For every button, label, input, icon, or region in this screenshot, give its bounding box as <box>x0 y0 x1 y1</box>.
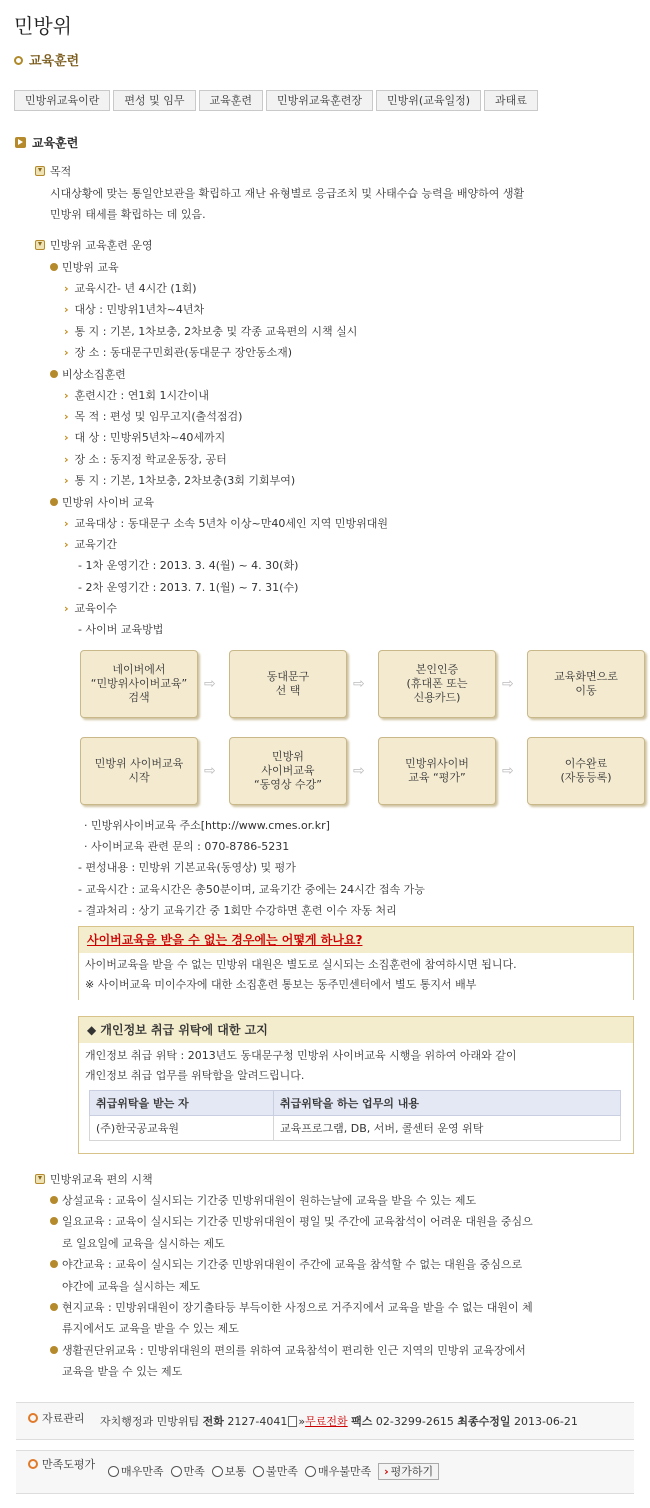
rating-option-dissatisfied[interactable] <box>253 1465 298 1478</box>
list-item-text: 교육시간- 년 4시간 (1회) <box>74 282 197 295</box>
flow-step-evaluation: 민방위사이버 교육 “평가” <box>378 737 496 805</box>
bullet-icon <box>50 263 58 271</box>
chevron-right-icon: › <box>64 282 69 295</box>
satisfaction-label <box>28 1457 95 1473</box>
rating-option-satisfied[interactable] <box>171 1465 205 1478</box>
down-square-icon <box>35 240 45 250</box>
radio-icon[interactable] <box>212 1466 223 1477</box>
bullet-icon <box>50 1217 58 1225</box>
tab-training[interactable]: 교육훈련 <box>199 90 264 111</box>
list-item <box>64 452 227 468</box>
list-item <box>64 601 117 617</box>
faq-line-1: 사이버교육을 받을 수 없는 민방위 대원은 별도로 실시되는 소집훈련에 참여하시면 됩니다. <box>85 958 517 971</box>
list-item-text: 훈련시간 : 연1회 1시간이내 <box>74 389 209 402</box>
list-item-continued: 야간에 교육을 실시하는 제도 <box>62 1280 201 1293</box>
arrow-right-icon: ⇨ <box>353 763 365 779</box>
flow-step-select: 동대문구 선 택 <box>229 650 347 718</box>
operation-title <box>35 238 153 254</box>
privacy-notice-box <box>78 1016 634 1154</box>
satisfaction-label-text: 만족도평가 <box>42 1458 96 1471</box>
satisfaction-options <box>108 1463 439 1480</box>
flow-step-start: 민방위 사이버교육 시작 <box>80 737 198 805</box>
list-item <box>50 1300 533 1316</box>
tab-bar <box>14 90 538 111</box>
list-item <box>64 324 357 340</box>
list-item-text: 장 소 : 동대문구민회관(동대문구 장안동소재) <box>74 346 293 359</box>
purpose-title-text: 목적 <box>50 165 72 178</box>
bullet-icon <box>50 1303 58 1311</box>
list-item <box>50 1193 476 1209</box>
note-result: - 결과처리 : 상기 교육기간 중 1회만 수강하면 훈련 이수 자동 처리 <box>78 904 397 917</box>
fax-label: 팩스 <box>351 1415 373 1428</box>
tab-penalty[interactable]: 과태료 <box>484 90 538 111</box>
emergency-title <box>50 367 126 383</box>
emergency-title-text: 비상소집훈련 <box>62 368 126 381</box>
list-item-text: 장 소 : 동지정 학교운동장, 공터 <box>74 453 227 466</box>
rating-label: 매우불만족 <box>317 1465 372 1478</box>
privacy-table <box>89 1090 621 1141</box>
list-item-text: 대상 : 민방위1년차~4년차 <box>74 303 205 316</box>
data-management-bar <box>16 1402 634 1440</box>
cyber-title-text: 민방위 사이버 교육 <box>62 496 155 509</box>
chevron-right-icon: › <box>64 410 69 423</box>
data-management-label-text: 자료관리 <box>42 1412 85 1425</box>
table-header: 취급위탁을 하는 업무의 내용 <box>274 1091 621 1116</box>
table-header: 취급위탁을 받는 자 <box>90 1091 274 1116</box>
radio-icon[interactable] <box>108 1466 119 1477</box>
list-item-text: 교육기간 <box>74 538 118 551</box>
cyber-title <box>50 495 154 511</box>
list-item <box>64 388 209 404</box>
arrow-right-icon: ⇨ <box>353 676 365 692</box>
phone-label: 전화 <box>202 1415 224 1428</box>
policy-title-text: 민방위교육 편의 시책 <box>50 1173 153 1186</box>
method-title: - 사이버 교육방법 <box>78 623 164 636</box>
list-item <box>64 302 204 318</box>
rating-option-neutral[interactable] <box>212 1465 246 1478</box>
chevron-right-icon: › <box>64 517 69 530</box>
data-management-info <box>100 1414 578 1430</box>
bullet-icon <box>50 498 58 506</box>
page-subtitle-text: 교육훈련 <box>29 54 80 69</box>
list-item <box>64 473 295 489</box>
tab-training-ground[interactable]: 민방위교육훈련장 <box>266 90 373 111</box>
list-item-text: 일요교육 : 교육이 실시되는 기간중 민방위대원이 평일 및 주간에 교육참석이 어려운 대원을 중심으 <box>62 1215 533 1228</box>
free-call-prefix: » <box>298 1415 306 1428</box>
policy-title <box>35 1172 153 1188</box>
list-item <box>64 409 242 425</box>
arrow-right-icon: ⇨ <box>204 676 216 692</box>
arrow-right-icon: ⇨ <box>204 763 216 779</box>
chevron-right-icon: › <box>64 602 69 615</box>
list-item-text: 야간교육 : 교육이 실시되는 기간중 민방위대원이 주간에 교육을 참석할 수 없는 대원을 중심으로 <box>62 1258 523 1271</box>
chevron-right-icon: › <box>64 474 69 487</box>
page-subtitle <box>14 50 79 69</box>
play-square-icon <box>15 137 26 148</box>
table-row <box>90 1116 621 1141</box>
chevron-right-icon: › <box>64 453 69 466</box>
bullet-icon <box>50 1196 58 1204</box>
note-time: - 교육시간 : 교육시간은 총50분이며, 교육기간 중에는 24시간 접속 가능 <box>78 883 425 896</box>
faq-title <box>79 927 633 953</box>
faq-line-2: ※ 사이버교육 미이수자에 대한 소집훈련 통보는 동주민센터에서 별도 통지서 배부 <box>85 978 477 991</box>
purpose-title <box>35 164 71 180</box>
faq-title-text: 사이버교육을 받을 수 없는 경우에는 어떻게 하나요? <box>87 933 363 947</box>
privacy-line-1: 개인정보 취급 위탁 : 2013년도 동대문구청 민방위 사이버교육 시행을 위하여 아래와 같이 <box>85 1049 517 1062</box>
circle-icon <box>28 1459 38 1469</box>
arrow-right-icon: ⇨ <box>502 676 514 692</box>
flow-step-search: 네이버에서 “민방위사이버교육” 검색 <box>80 650 198 718</box>
rating-label: 매우만족 <box>121 1465 164 1478</box>
chevron-right-icon: › <box>64 431 69 444</box>
phone-icon <box>288 1416 297 1427</box>
chevron-right-icon: › <box>64 538 69 551</box>
tab-organization-duty[interactable]: 편성 및 임무 <box>113 90 195 111</box>
list-item-continued: 류지에서도 교육을 받을 수 있는 제도 <box>62 1322 239 1335</box>
note-contact: · 사이버교육 관련 문의 : 070-8786-5231 <box>84 840 290 853</box>
table-cell: (주)한국공교육원 <box>90 1116 274 1141</box>
bullet-icon <box>50 370 58 378</box>
period-1: - 1차 운영기간 : 2013. 3. 4(월) ~ 4. 30(화) <box>78 559 299 572</box>
department: 자치행정과 민방위팀 <box>100 1415 200 1428</box>
page-title: 민방위 <box>14 14 72 38</box>
note-url: · 민방위사이버교육 주소[http://www.cmes.or.kr] <box>84 819 330 832</box>
rating-label: 불만족 <box>266 1465 298 1478</box>
radio-icon[interactable] <box>253 1466 264 1477</box>
operation-title-text: 민방위 교육훈련 운영 <box>50 239 153 252</box>
list-item <box>64 345 292 361</box>
list-item-text: 생활권단위교육 : 민방위대원의 편의를 위하여 교육참석이 편리한 인근 지역의 민방위 교육장에서 <box>62 1344 526 1357</box>
list-item-text: 대 상 : 민방위5년차~40세까지 <box>74 431 226 444</box>
list-item <box>50 1214 533 1230</box>
purpose-line-2: 민방위 태세를 확립하는 데 있음. <box>50 208 206 221</box>
list-item-continued: 로 일요일에 교육을 실시하는 제도 <box>62 1237 225 1250</box>
faq-body <box>79 953 633 1000</box>
table-cell: 교육프로그램, DB, 서버, 콜센터 운영 위탁 <box>274 1116 621 1141</box>
privacy-body <box>79 1043 633 1086</box>
chevron-right-icon: › <box>64 325 69 338</box>
phone-number: 2127-4041 <box>227 1415 288 1428</box>
note-content: - 편성내용 : 민방위 기본교육(동영상) 및 평가 <box>78 861 296 874</box>
flow-step-auth: 본인인증 (휴대폰 또는 신용카드) <box>378 650 496 718</box>
section-heading-text: 교육훈련 <box>32 136 79 150</box>
list-item <box>50 1257 522 1273</box>
radio-icon[interactable] <box>171 1466 182 1477</box>
list-item-text: 통 지 : 기본, 1차보충, 2차보충(3회 기회부여) <box>74 474 296 487</box>
radio-icon[interactable] <box>305 1466 316 1477</box>
list-item-text: 통 지 : 기본, 1차보충, 2차보충 및 각종 교육편의 시책 실시 <box>74 325 358 338</box>
tab-schedule[interactable]: 민방위(교육일정) <box>376 90 481 111</box>
tab-civil-defense-intro[interactable]: 민방위교육이란 <box>14 90 110 111</box>
satisfaction-bar <box>16 1450 634 1494</box>
chevron-right-icon: › <box>64 389 69 402</box>
flow-step-video: 민방위 사이버교육 “동영상 수강” <box>229 737 347 805</box>
period-2: - 2차 운영기간 : 2013. 7. 1(월) ~ 7. 31(수) <box>78 581 299 594</box>
chevron-right-icon: › <box>64 303 69 316</box>
rating-option-very-satisfied[interactable] <box>108 1465 164 1478</box>
down-square-icon <box>35 166 45 176</box>
section-heading <box>15 134 78 151</box>
list-item <box>64 281 197 297</box>
faq-box <box>78 926 634 1000</box>
rating-label: 보통 <box>224 1465 247 1478</box>
edu-title <box>50 260 119 276</box>
circle-icon <box>28 1413 38 1423</box>
list-item-text: 교육대상 : 동대문구 소속 5년차 이상~만40세인 지역 민방위대원 <box>74 517 388 530</box>
table-header-row <box>90 1091 621 1116</box>
rating-label: 만족 <box>183 1465 205 1478</box>
list-item-text: 상설교육 : 교육이 실시되는 기간중 민방위대원이 원하는날에 교육을 받을 수 있는 제도 <box>62 1194 477 1207</box>
fax-number: 02-3299-2615 <box>375 1415 454 1428</box>
list-item-continued: 교육을 받을 수 있는 제도 <box>62 1365 183 1378</box>
list-item <box>64 537 117 553</box>
list-item-text: 목 적 : 편성 및 임무고지(출석점검) <box>74 410 243 423</box>
privacy-line-2: 개인정보 취급 업무를 위탁함을 알려드립니다. <box>85 1069 305 1082</box>
purpose-line-1: 시대상황에 맞는 통일안보관을 확립하고 재난 유형별로 응급조치 및 사태수습 능력을 배양하여 생활 <box>50 187 525 200</box>
data-management-label <box>28 1411 85 1427</box>
rating-option-very-dissatisfied[interactable] <box>305 1465 371 1478</box>
bullet-icon <box>50 1260 58 1268</box>
list-item <box>64 430 225 446</box>
updated-date: 2013-06-21 <box>513 1415 578 1428</box>
chevron-right-icon: › <box>64 346 69 359</box>
flow-step-complete: 이수완료 (자동등록) <box>527 737 645 805</box>
bullet-icon <box>50 1346 58 1354</box>
arrow-right-icon: ⇨ <box>502 763 514 779</box>
rate-button[interactable] <box>378 1463 439 1480</box>
updated-label: 최종수정일 <box>457 1415 511 1428</box>
rate-button-label: 평가하기 <box>390 1465 434 1478</box>
list-item-text: 현지교육 : 민방위대원이 장기출타등 부득이한 사정으로 거주지에서 교육을 받을 수 없는 대원이 체 <box>62 1301 533 1314</box>
circle-icon <box>14 56 23 65</box>
privacy-title: ◆ 개인정보 취급 위탁에 대한 고지 <box>79 1017 633 1043</box>
edu-title-text: 민방위 교육 <box>62 261 119 274</box>
list-item <box>50 1343 526 1359</box>
flow-step-move: 교육화면으로 이동 <box>527 650 645 718</box>
chevron-right-icon: › <box>384 1465 389 1478</box>
free-call-link[interactable]: 무료전화 <box>305 1415 348 1428</box>
list-item <box>64 516 388 532</box>
list-item-text: 교육이수 <box>74 602 118 615</box>
down-square-icon <box>35 1174 45 1184</box>
